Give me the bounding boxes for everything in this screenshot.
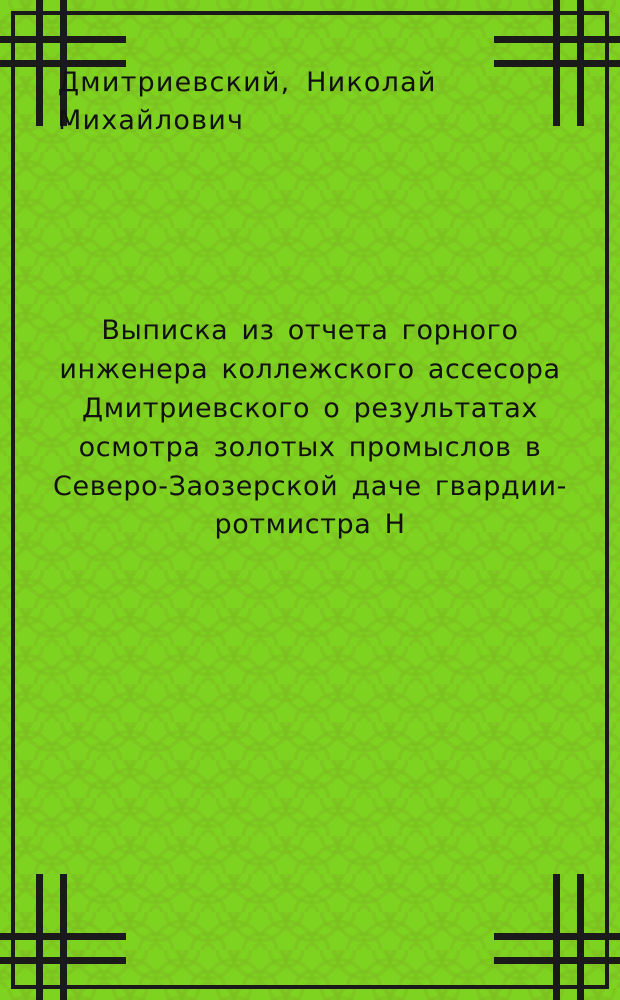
ornament-bar bbox=[36, 874, 43, 1000]
ornament-bar bbox=[553, 874, 560, 1000]
ornament-bar bbox=[577, 874, 584, 1000]
book-title: Выписка из отчета горного инженера коллежского ассесора Дмитриевского о результатах осмотра золотых промыслов в Северо-Заозерской даче гвардии-ротмистра Н bbox=[53, 315, 567, 541]
corner-ornament-bottom-left bbox=[22, 874, 126, 978]
ornament-bar bbox=[60, 874, 67, 1000]
author-name: Дмитриевский, Николай Михайлович bbox=[58, 67, 437, 137]
ornament-bar bbox=[36, 0, 43, 126]
corner-ornament-bottom-right bbox=[494, 874, 598, 978]
